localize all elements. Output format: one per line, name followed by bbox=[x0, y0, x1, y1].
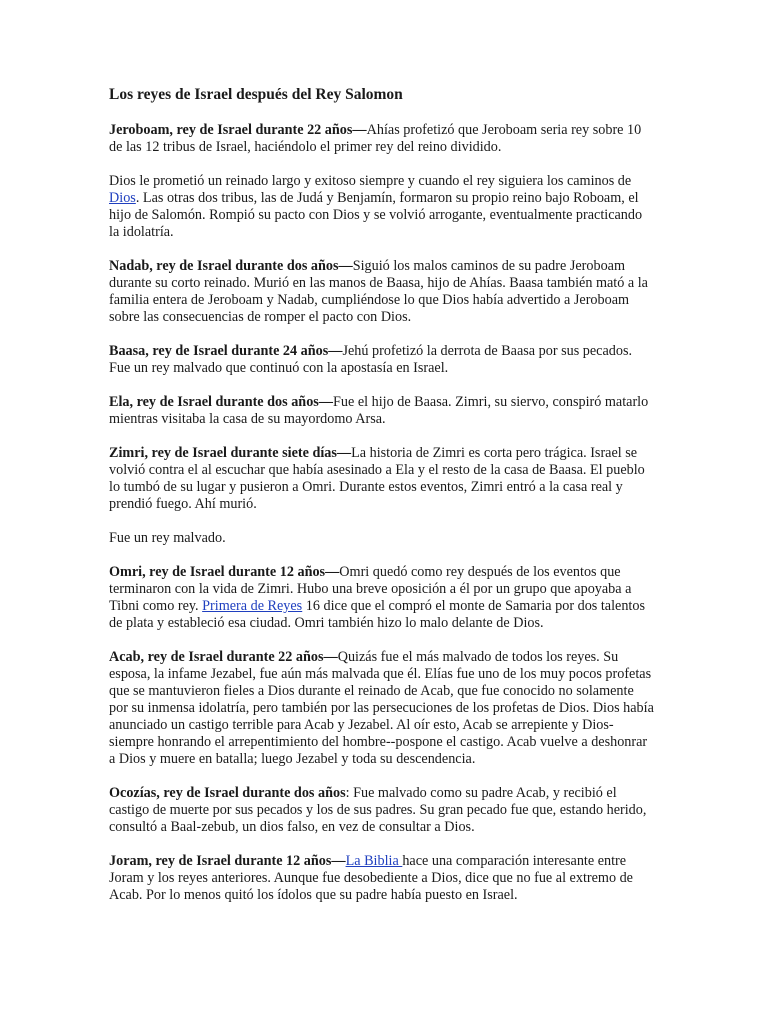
document-title: Los reyes de Israel después del Rey Salomon bbox=[109, 86, 403, 103]
text-rey-malvado: Fue un rey malvado. bbox=[109, 530, 226, 546]
paragraph-rey-malvado bbox=[109, 530, 654, 547]
link-primera-de-reyes[interactable]: Primera de Reyes bbox=[202, 598, 303, 614]
text-ocozias: : Fue malvado como su padre Acab, y recibió el castigo de muerte por sus pecados y los de sus padres. Su gran pecado fue que, estando herido, consultó a Baal-zebub, un dios falso, en vez de consultar a Dios. bbox=[109, 785, 647, 835]
text-acab: Quizás fue el más malvado de todos los reyes. Su esposa, la infame Jezabel, fue aún más malvada que él. Elías fue uno de los muy pocos profetas que se mantuvieron fieles a Dios durante el reinado de Acab, que fue conocido no solamente por su inmensa idolatría, pero también por las persecuciones de los profetas de Dios. Dios había anunciado un castigo terrible para Acab y Jezabel. Al oír esto, Acab se arrepiente y Dios-siempre honrando el arrepentimiento del hombre--pospone el castigo. Acab vuelve a deshonrar a Dios y muere en batalla; luego Jezabel y toda su descendencia. bbox=[109, 649, 654, 767]
text-omri-before: Omri quedó como rey después de los eventos que terminaron con la vida de Zimri. Hubo una breve oposición a él por un grupo que apoyaba a Tibni como rey. bbox=[109, 564, 632, 614]
paragraph-omri bbox=[109, 564, 654, 632]
paragraph-ela bbox=[109, 394, 654, 428]
text-nadab: Siguió los malos caminos de su padre Jeroboam durante su corto reinado. Murió en las manos de Baasa, hijo de Ahías. Baasa también mató a la familia entera de Jeroboam y Nadab, cumpliéndose lo que Dios había advertido a Jeroboam sobre las consecuencias de romper el pacto con Dios. bbox=[109, 258, 648, 325]
heading-ela: Ela, rey de Israel durante dos años— bbox=[109, 394, 333, 410]
paragraph-acab bbox=[109, 649, 654, 768]
paragraph-zimri bbox=[109, 445, 654, 513]
link-la-biblia[interactable]: La Biblia bbox=[345, 853, 403, 869]
paragraph-joram bbox=[109, 853, 654, 904]
link-dios[interactable]: Dios bbox=[109, 190, 136, 206]
paragraph-nadab bbox=[109, 258, 654, 326]
heading-ocozias: Ocozías, rey de Israel durante dos años bbox=[109, 785, 346, 801]
text-jeroboam: Ahías profetizó que Jeroboam seria rey sobre 10 de las 12 tribus de Israel, haciéndolo el primer rey del reino dividido. bbox=[109, 122, 642, 155]
document-page bbox=[109, 86, 654, 921]
paragraph-jeroboam bbox=[109, 122, 654, 156]
heading-acab: Acab, rey de Israel durante 22 años— bbox=[109, 649, 338, 665]
heading-omri: Omri, rey de Israel durante 12 años— bbox=[109, 564, 340, 580]
heading-joram: Joram, rey de Israel durante 12 años— bbox=[109, 853, 346, 869]
text-joram: hace una comparación interesante entre Joram y los reyes anteriores. Aunque fue desobediente a Dios, dice que no fue al extremo de Acab. Por lo menos quitó los ídolos que su padre había puesto en Israel. bbox=[109, 853, 633, 903]
paragraph-dios-promesa bbox=[109, 173, 654, 241]
paragraph-ocozias bbox=[109, 785, 654, 836]
heading-jeroboam: Jeroboam, rey de Israel durante 22 años— bbox=[109, 122, 367, 138]
heading-nadab: Nadab, rey de Israel durante dos años— bbox=[109, 258, 353, 274]
heading-zimri: Zimri, rey de Israel durante siete días— bbox=[109, 445, 352, 461]
text-ela: Fue el hijo de Baasa. Zimri, su siervo, conspiró matarlo mientras visitaba la casa de su mayordomo Arsa. bbox=[109, 394, 649, 427]
text-zimri: La historia de Zimri es corta pero trágica. Israel se volvió contra el al escuchar que había asesinado a Ela y el resto de la casa de Baasa. El pueblo lo tumbó de su lugar y pusieron a Omri. Durante estos eventos, Zimri entró a la casa real y prendió fuego. Ahí murió. bbox=[109, 445, 645, 512]
text-dios-promesa-before: Dios le prometió un reinado largo y exitoso siempre y cuando el rey siguiera los caminos de bbox=[109, 173, 632, 189]
text-omri-after: 16 dice que el compró el monte de Samaria por dos talentos de plata y estableció esa ciudad. Omri también hizo lo malo delante de Dios. bbox=[109, 598, 645, 631]
text-dios-promesa-after: . Las otras dos tribus, las de Judá y Benjamín, formaron su propio reino bajo Roboam, el hijo de Salomón. Rompió su pacto con Dios y se volvió arrogante, eventualmente practicando la idolatría. bbox=[109, 190, 643, 240]
heading-baasa: Baasa, rey de Israel durante 24 años— bbox=[109, 343, 343, 359]
paragraph-baasa bbox=[109, 343, 654, 377]
text-baasa: Jehú profetizó la derrota de Baasa por sus pecados. Fue un rey malvado que continuó con la apostasía en Israel. bbox=[109, 343, 633, 376]
